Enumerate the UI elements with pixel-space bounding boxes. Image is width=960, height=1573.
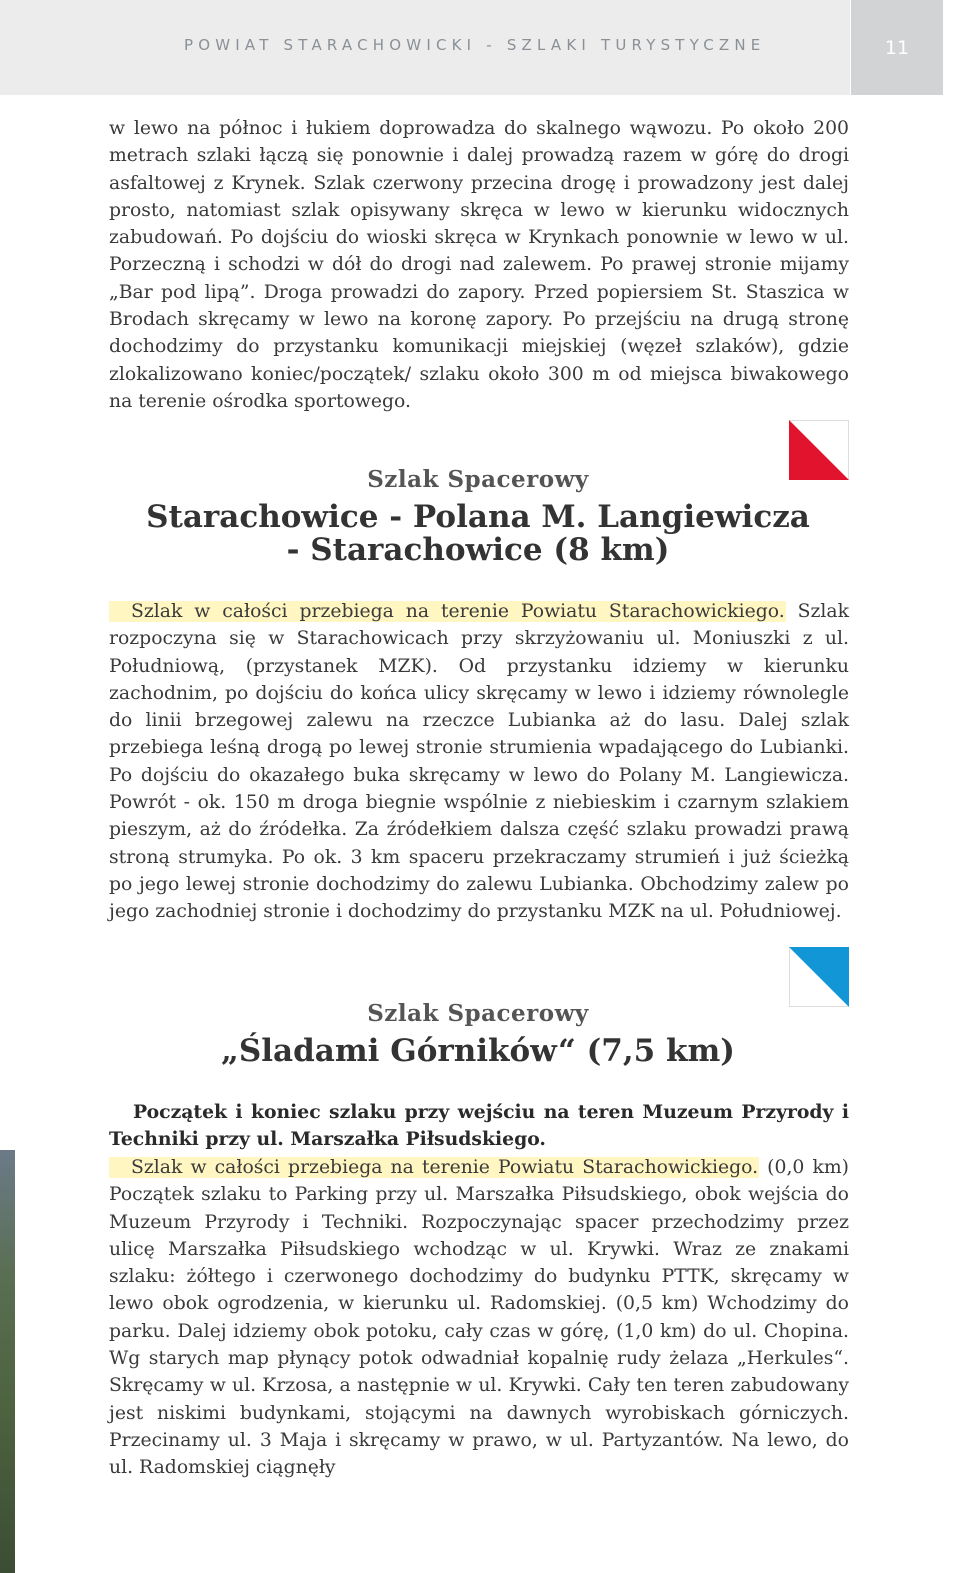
edge-photo-strip	[0, 1150, 15, 1573]
section2-highlight: Szlak w całości przebiega na terenie Powiatu Starachowickiego.	[109, 1157, 759, 1178]
section1-highlight: Szlak w całości przebiega na terenie Powiatu Starachowickiego.	[109, 601, 786, 622]
section1-title	[0, 501, 956, 567]
section2-subtitle: Szlak Spacerowy	[367, 1000, 589, 1027]
intro-paragraph: w lewo na północ i łukiem doprowadza do skalnego wąwozu. Po około 200 metrach szlaki łączą się ponownie i dalej prowadzą razem w górę do drogi asfaltowej z Krynek. Szlak czerwony przecina drogę i prowadzony jest dalej prosto, natomiast szlak opisywany skręca w lewo w kierunku widocznych zabudowań. Po dojściu do wioski skręca w Krynkach ponownie w lewo w ul. Porzeczną i schodzi w dół do drogi nad zalewem. Po prawej stronie mijamy „Bar pod lipą”. Droga prowadzi do zapory. Przed popiersiem St. Staszica w Brodach skręcamy w lewo na koronę zapory. Po przejściu na drugą stronę dochodzimy do przystanku komunikacji miejskiej (węzeł szlaków), gdzie zlokalizowano koniec/początek/ szlaku około 300 m od miejsca biwakowego na terenie ośrodka sportowego.	[109, 118, 849, 412]
running-header	[0, 0, 850, 95]
section1-body	[109, 598, 849, 926]
section1-subtitle: Szlak Spacerowy	[367, 466, 589, 493]
section2-text: (0,0 km) Początek szlaku to Parking przy ul. Marszałka Piłsudskiego, obok wejścia do Muzeum Przyrody i Techniki. Rozpoczynając spacer przechodzimy przez ulicę Marszałka Piłsudskiego wchodząc w ul. Krywki. Wraz ze znakami szlaku: żółtego i czerwonego dochodzimy do budynku PTTK, skręcamy w lewo obok ogrodzenia, w kierunku ul. Radomskiej. (0,5 km) Wchodzimy do parku. Dalej idziemy obok potoku, cały czas w górę, (1,0 km) do ul. Chopina. Wg starych map płynący potok odwadniał kopalnię rudy żelaza „Herkules“. Skręcamy w ul. Krzosa, a następnie w ul. Krywki. Cały ten teren zabudowany jest niskimi budynkami, stojącymi na dawnych wyrobiskach górniczych. Przecinamy ul. 3 Maja i skręcamy w prawo, w ul. Partyzantów. Na lewo, do ul. Radomskiej ciągnęły	[109, 1157, 849, 1479]
section2-lead: Początek i koniec szlaku przy wejściu na teren Muzeum Przyrody i Techniki przy ul. Marszałka Piłsudskiego.	[109, 1101, 849, 1151]
section1-title-line1: Starachowice - Polana M. Langiewicza	[146, 499, 810, 535]
section1-title-line2: - Starachowice (8 km)	[286, 532, 670, 568]
section1-text: Szlak rozpoczyna się w Starachowicach przy skrzyżowaniu ul. Moniuszki z ul. Południową, (przystanek MZK). Od przystanku idziemy w kierunku zachodnim, po dojściu do końca ulicy skręcamy w lewo i idziemy równolegle do linii brzegowej zalewu na rzeczce Lubianka aż do lasu. Dalej szlak przebiega leśną drogą po lewej stronie strumienia wpadającego do Lubianki. Po dojściu do okazałego buka skręcamy w lewo do Polany M. Langiewicza. Powrót - ok. 150 m droga biegnie wspólnie z niebieskim i czarnym szlakiem pieszym, aż do źródełka. Za źródełkiem dalsza część szlaku prowadzi prawą stroną strumyka. Po ok. 3 km spaceru przekraczamy strumień i już ścieżką po jego lewej stronie dochodzimy do zalewu Lubianka. Obchodzimy zalew po jego zachodniej stronie i dochodzimy do przystanku MZK na ul. Południowej.	[109, 601, 849, 923]
blue-trail-marker-icon	[789, 947, 849, 1007]
section2-body	[109, 1154, 849, 1482]
section2-title: „Śladami Górników“ (7,5 km)	[221, 1033, 735, 1069]
page-number: 11	[884, 37, 910, 59]
page-number-box	[850, 0, 943, 95]
running-header-title: POWIAT STARACHOWICKI - SZLAKI TURYSTYCZNE	[184, 36, 766, 54]
